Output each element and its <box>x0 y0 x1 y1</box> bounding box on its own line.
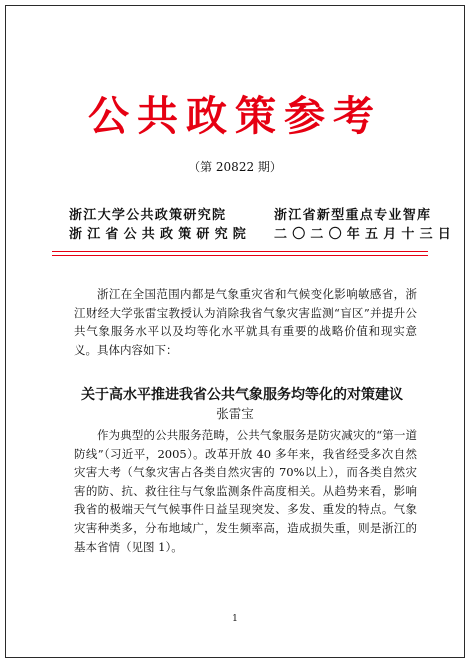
publisher-name-secondary: 浙江省公共政策研究院 <box>69 227 252 242</box>
issue-date: 二〇二〇年五月十三日 <box>274 227 457 242</box>
page-number: 1 <box>232 614 238 624</box>
article-title: 关于高水平推进我省公共气象服务均等化的对策建议 <box>81 387 403 403</box>
masthead-title: 公共政策参考 <box>88 92 382 140</box>
document-page <box>5 5 465 658</box>
header-divider-bottom <box>52 255 428 256</box>
article-author: 张雷宝 <box>216 406 254 421</box>
intro-paragraph: 浙江在全国范围内都是气象重灾省和气候变化影响敏感省，浙江财经大学张雷宝教授认为消除我省气象灾害监测“盲区”并提升公共气象服务水平以及均等化水平就具有重要的战略价值和现实意义。具体内容如下： <box>74 287 417 357</box>
publisher-name-primary: 浙江大学公共政策研究院 <box>69 208 227 223</box>
publisher-block <box>69 206 251 244</box>
issue-number: （第 20822 期） <box>188 160 282 174</box>
header-divider-top <box>52 251 428 252</box>
think-tank-block <box>274 206 456 244</box>
think-tank-name: 浙江省新型重点专业智库 <box>274 208 432 223</box>
article-body-paragraph: 作为典型的公共服务范畴，公共气象服务是防灾减灾的“第一道防线”（习近平，2005）。改革开放 40 多年来，我省经受多次自然灾害大考（气象灾害占各类自然灾害的 70%以上），而各类自然灾害的防、抗、救往往与气象监测条件高度相关。从趋势来看，影响我省的极端天气气候事件日益呈现突发、多发、重发的特点。气象灾害种类多，分布地域广，发生频率高，造成损失重，则是浙江的基本省情（见图 1）。 <box>74 428 417 554</box>
